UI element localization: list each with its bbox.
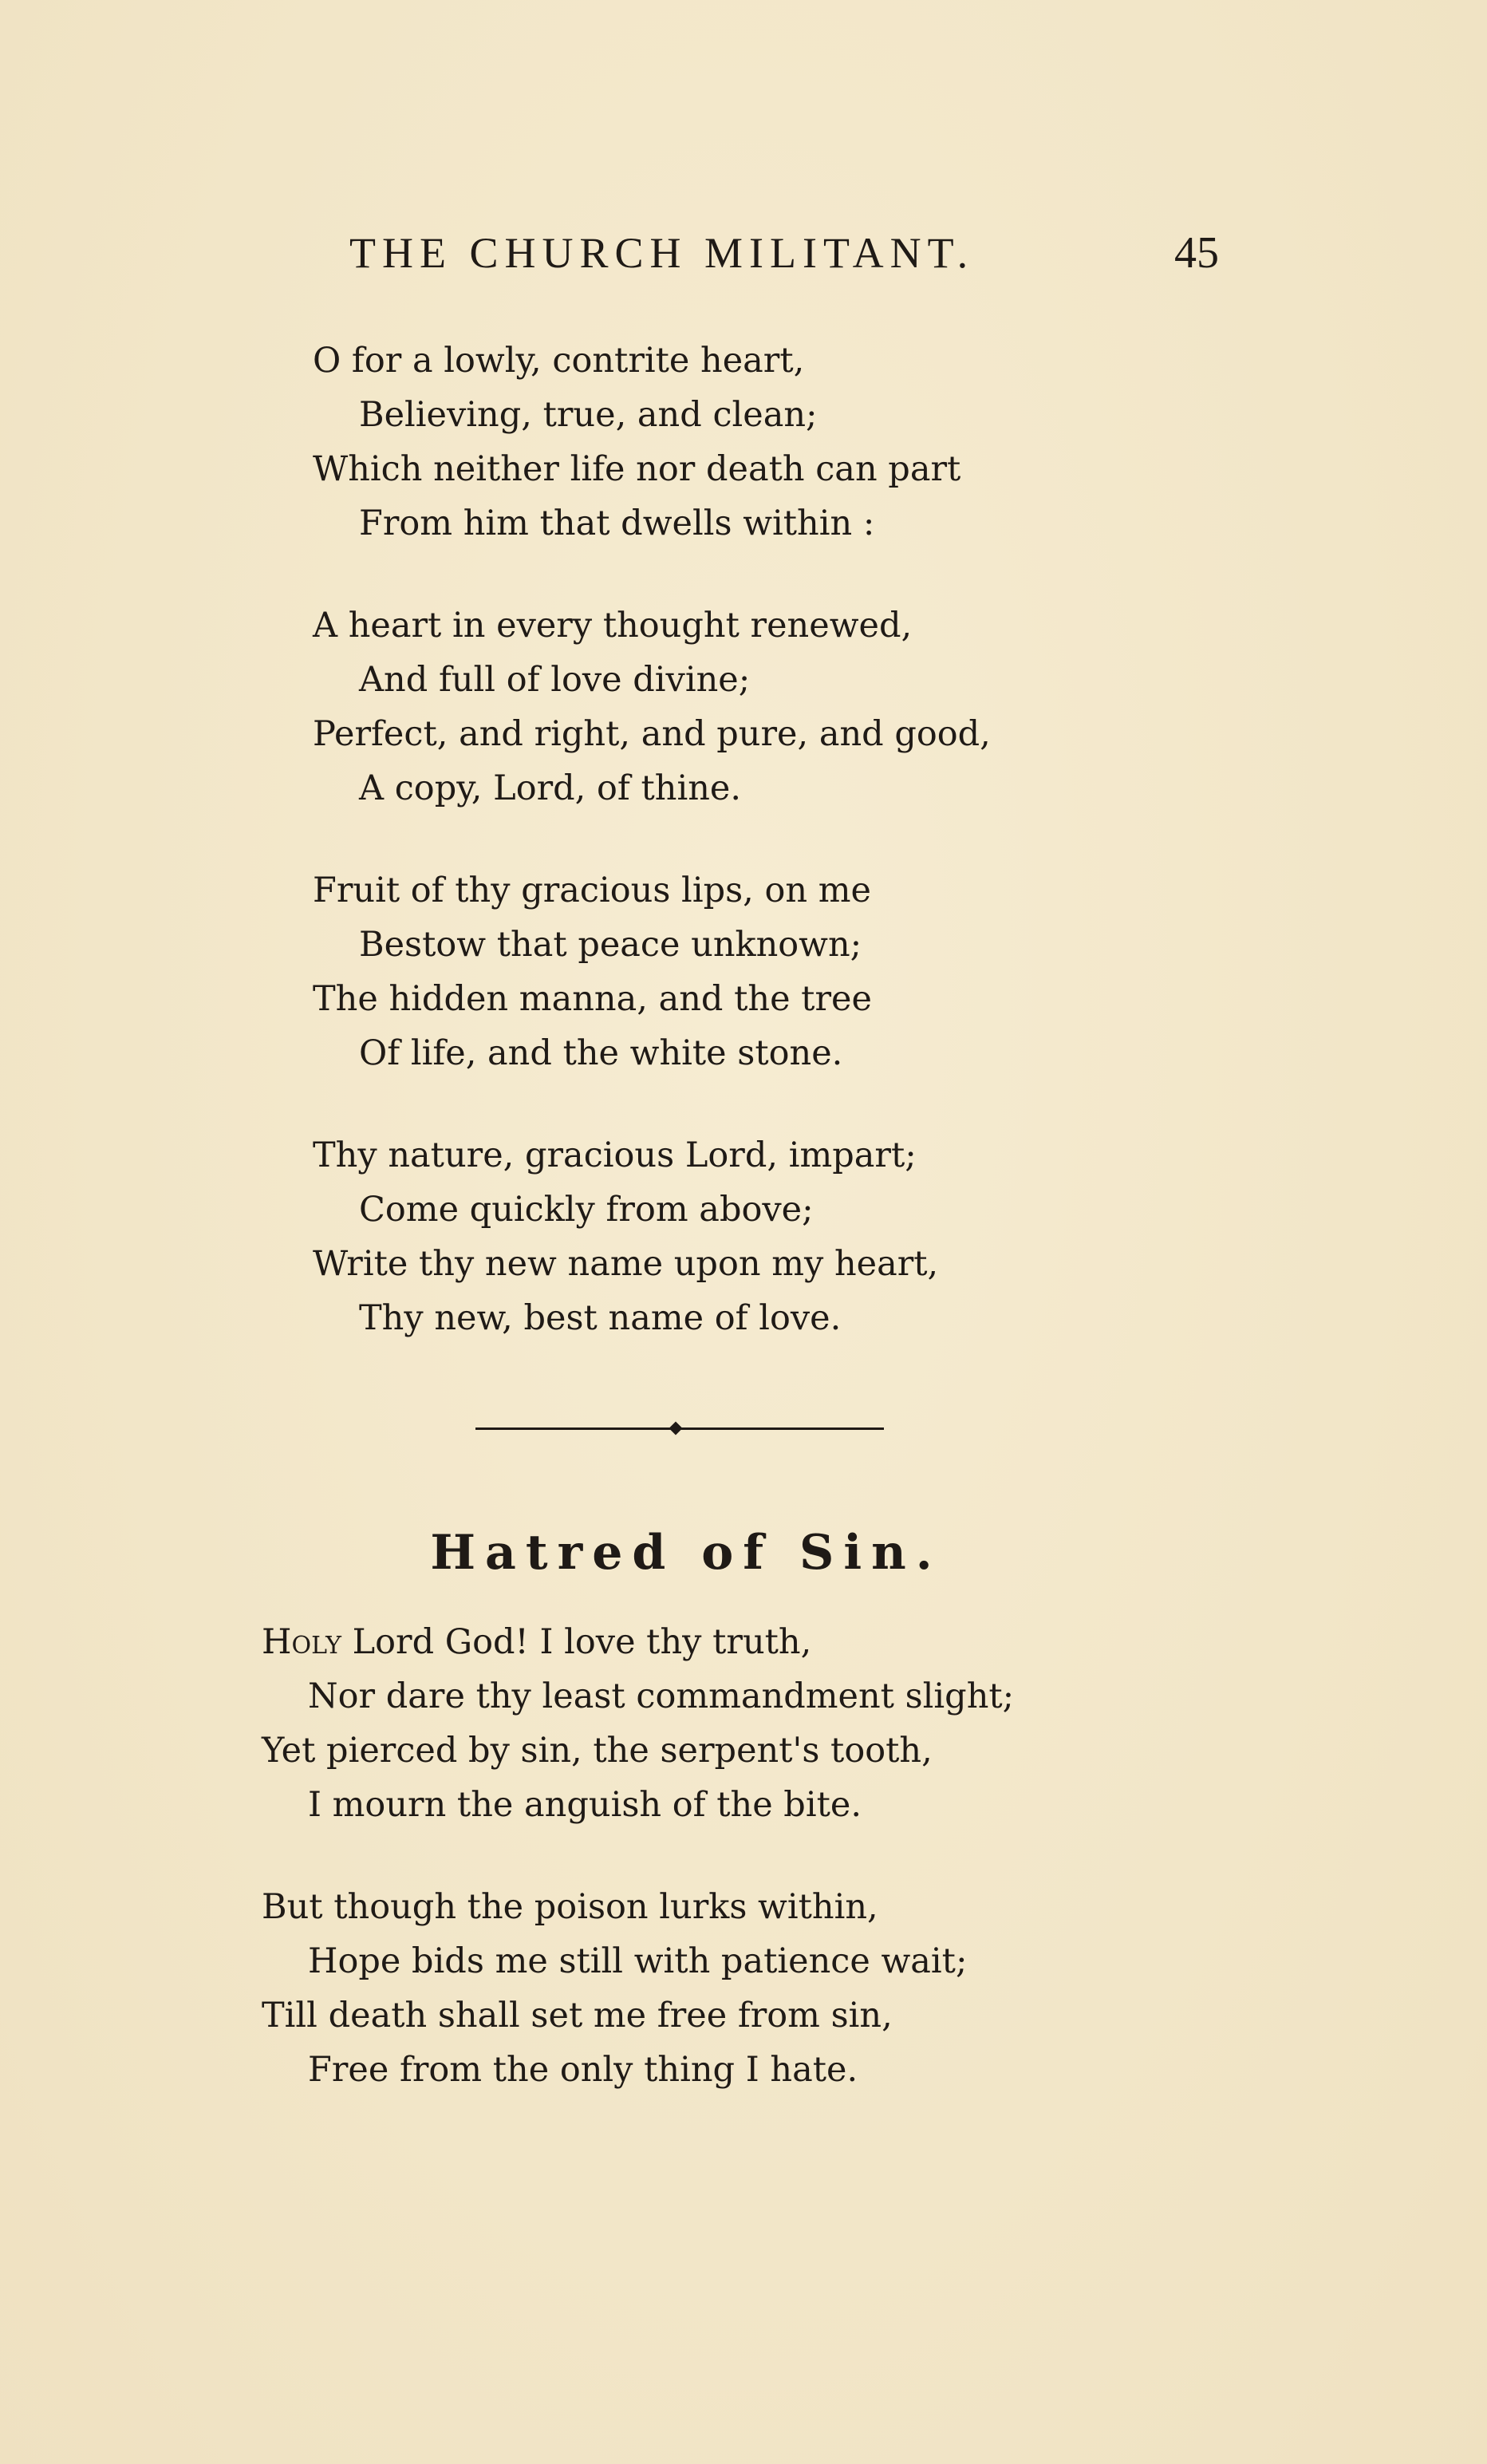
verse-line: A copy, Lord, of thine.: [359, 768, 742, 808]
page-header: [349, 225, 1219, 281]
divider-ornament-icon: [669, 1422, 683, 1435]
verse-line: Perfect, and right, and pure, and good,: [313, 714, 991, 754]
verse-line: Free from the only thing I hate.: [308, 2050, 858, 2090]
verse-line: From him that dwells within :: [359, 503, 875, 543]
section-divider: [475, 1425, 884, 1431]
poem-church-militant-continued: [313, 334, 1142, 1393]
verse-line: Fruit of thy gracious lips, on me: [313, 871, 871, 910]
stanza-4: [313, 1128, 1142, 1345]
verse-line: Yet pierced by sin, the serpent's tooth,: [262, 1731, 933, 1771]
poem-hatred-of-sin: [262, 1615, 1163, 2145]
verse-line: Of life, and the white stone.: [359, 1033, 843, 1073]
verse-line: I mourn the anguish of the bite.: [308, 1785, 862, 1825]
poem-title: Hatred of Sin.: [430, 1525, 942, 1581]
running-title: THE CHURCH MILITANT.: [349, 229, 975, 277]
verse-line: Hope bids me still with patience wait;: [308, 1941, 968, 1981]
opening-word: Holy: [262, 1622, 341, 1662]
verse-line: O for a lowly, contrite heart,: [313, 341, 805, 381]
stanza-1: [313, 334, 1142, 551]
verse-line: Thy new, best name of love.: [359, 1298, 842, 1338]
verse-line: Which neither life nor death can part: [313, 449, 961, 489]
verse-line: Thy nature, gracious Lord, impart;: [313, 1135, 917, 1175]
page-number: 45: [1174, 228, 1219, 278]
stanza-2: [313, 598, 1142, 815]
verse-line: The hidden manna, and the tree: [313, 979, 872, 1019]
stanza-1: [262, 1615, 1163, 1832]
stanza-3: [313, 863, 1142, 1080]
verse-line: Come quickly from above;: [359, 1190, 814, 1230]
verse-line: But though the poison lurks within,: [262, 1887, 878, 1927]
verse-line: Nor dare thy least commandment slight;: [308, 1676, 1015, 1716]
stanza-2: [262, 1880, 1163, 2097]
verse-line: Bestow that peace unknown;: [359, 925, 862, 965]
verse-line: Write thy new name upon my heart,: [313, 1244, 939, 1284]
verse-line-rest: Lord God! I love thy truth,: [341, 1622, 812, 1662]
verse-line: Believing, true, and clean;: [359, 395, 818, 435]
verse-line: And full of love divine;: [359, 660, 751, 700]
verse-line: [262, 1615, 1163, 1669]
verse-line: A heart in every thought renewed,: [313, 606, 913, 646]
verse-line: Till death shall set me free from sin,: [262, 1996, 893, 2036]
